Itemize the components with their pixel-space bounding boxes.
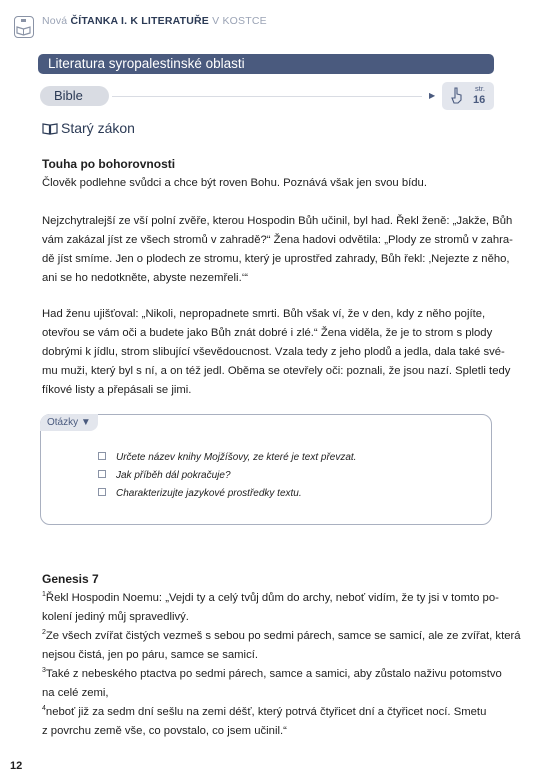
verse-line: na celé zemi, (42, 687, 109, 699)
question-item (98, 488, 302, 499)
verse-line: $^3$Také z nebeského ptactva po sedmi párech, samce a samici, aby zůstalo naživu potomstvo (42, 667, 502, 680)
verse-number: 1 (42, 591, 46, 599)
verse-line: kolení jediný můj spravedlivý. (42, 611, 189, 623)
header-suffix: V KOSTCE (212, 15, 267, 27)
verse-number: 2 (42, 629, 46, 637)
passage-2 (42, 570, 521, 741)
play-arrow-icon: ▶ (429, 91, 436, 100)
verse-line: nejsou čistá, jen po páru, samce se samicí. (42, 649, 258, 661)
chapter-title-bar (38, 54, 494, 74)
paragraph-line: mu muži, který byl s ní, a on též jedl. Oběma se otevřely oči: poznali, že jsou nazí. Spletli tedy (42, 365, 511, 377)
verse-line: $^4$neboť již za sedm dní sešlu na zemi déšť, který potrvá čtyřicet dní a čtyřicet nocí. Smetu (42, 705, 487, 718)
section-label: Bible (54, 88, 83, 103)
page-reference-label: str. (475, 84, 486, 93)
paragraph-line: dobrými k jídlu, strom slibující vševědoucnost. Vzala tedy z jeho plodů a jedla, dala také své- (42, 346, 505, 358)
passage-1-paragraph-2 (42, 305, 511, 400)
paragraph-line: dě jíst smíme. Jen o plodech ze stromu, který je uprostřed zahrady, Bůh řekl: ‚Nejezte z něho, (42, 253, 510, 265)
paragraph-line: Had ženu ujišťoval: „Nikoli, nepropadnete smrti. Bůh však ví, že v den, kdy z něho pojíte, (42, 308, 486, 320)
subsection-title (42, 120, 135, 136)
question-item (98, 452, 356, 463)
page-number: 12 (10, 760, 23, 772)
paragraph-line: Nejzchytralejší ze vší polní zvěře, kterou Hospodin Bůh učinil, byl had. Řekl ženě: „Jakže, Bůh (42, 215, 513, 227)
paragraph-line: ani se ho nedotkněte, abyste nezemřeli.‘“ (42, 272, 248, 284)
checkbox-icon[interactable] (98, 470, 106, 478)
open-book-icon (14, 16, 34, 38)
verse-number: 3 (42, 667, 46, 675)
passage-1-intro: Člověk podlehne svůdci a chce být roven Bohu. Poznává však jen svou bídu. (42, 177, 427, 189)
header-title (42, 15, 267, 27)
verse-number: 4 (42, 705, 46, 713)
checkbox-icon[interactable] (98, 488, 106, 496)
passage-1-heading: Touha po bohorovnosti (42, 157, 176, 171)
paragraph-line: fíkové listy a přepásali se jimi. (42, 384, 192, 396)
paragraph-line: otevřou se vám oči a budete jako Bůh znát dobré i zlé.“ Žena viděla, že je to strom s plody (42, 327, 493, 339)
passage-2-heading: Genesis 7 (42, 572, 99, 586)
passage-1-paragraph-1 (42, 212, 513, 288)
question-text: Charakterizujte jazykové prostředky textu. (116, 488, 302, 499)
pointing-hand-icon (450, 87, 464, 105)
book-icon (42, 123, 58, 135)
page-reference-number: 16 (473, 94, 486, 106)
questions-tab[interactable] (40, 414, 98, 431)
section-divider (112, 96, 422, 97)
question-item (98, 470, 231, 481)
verse-line: $^1$Řekl Hospodin Noemu: „Vejdi ty a celý tvůj dům do archy, neboť vidím, že ty jsi v tomto po- (42, 591, 499, 604)
header-book-title: ČÍTANKA I. K LITERATUŘE (70, 15, 209, 27)
section-pill (40, 86, 109, 106)
questions-tab-label: Otázky ▼ (47, 417, 91, 428)
question-text: Jak příběh dál pokračuje? (116, 470, 231, 481)
verse-line: $^2$Ze všech zvířat čistých vezmeš s sebou po sedmi párech, samce se samicí, ale ze zvířat, která (42, 629, 521, 642)
chapter-title: Literatura syropalestinské oblasti (48, 56, 245, 71)
paragraph-line: vám zakázal jíst ze všech stromů v zahradě?“ Žena hadovi odvětila: „Plody ze stromů v zahra- (42, 234, 513, 246)
verse-line: z povrchu země vše, co povstalo, co jsem učinil.“ (42, 725, 287, 737)
subsection-label: Starý zákon (61, 120, 135, 136)
header-prefix: Nová (42, 15, 68, 27)
passage-1-header (42, 155, 500, 193)
checkbox-icon[interactable] (98, 452, 106, 460)
question-text: Určete název knihy Mojžíšovy, ze které je text převzat. (116, 452, 357, 463)
